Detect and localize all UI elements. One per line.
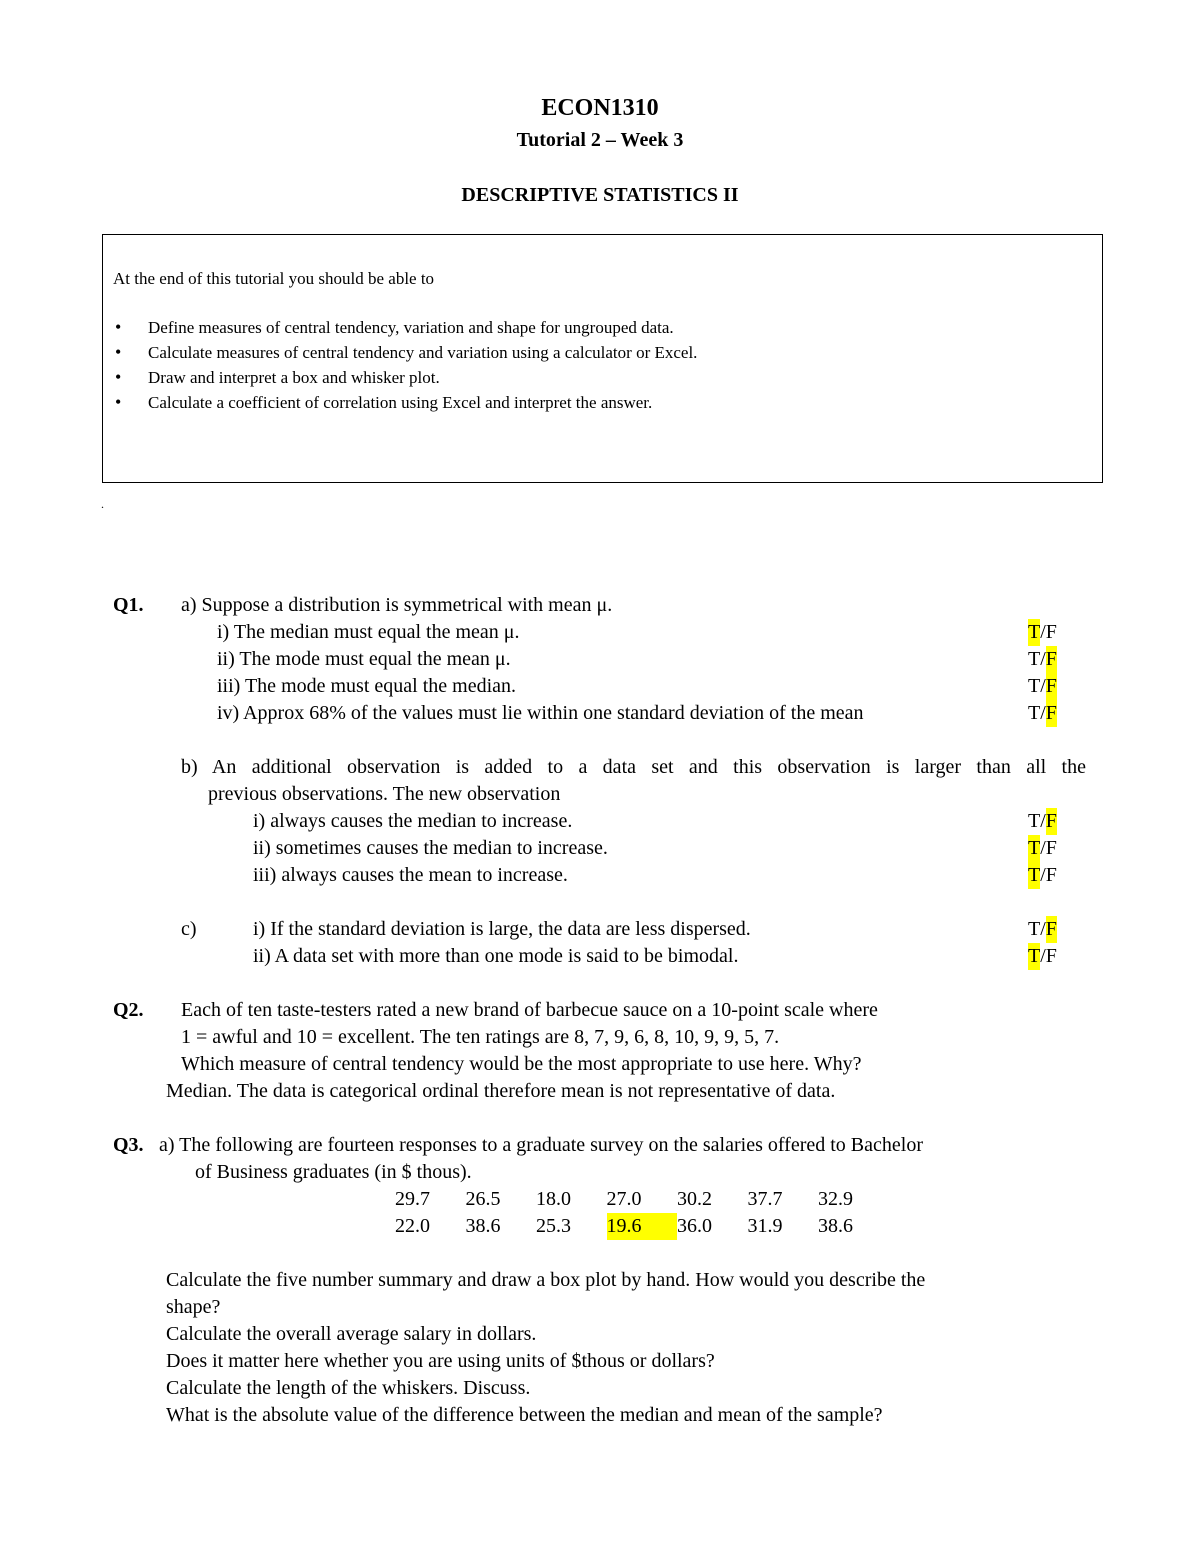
bullet-icon: • [115, 317, 122, 337]
q3-task: Does it matter here whether you are using units of $thous or dollars? [166, 1350, 715, 1372]
tf-answer: T/F [1028, 943, 1057, 970]
objectives-list [113, 315, 697, 415]
salary-value: 22.0 [395, 1215, 430, 1237]
q3-task: What is the absolute value of the difference between the median and mean of the sample? [166, 1404, 883, 1426]
q1b-stem-cont: previous observations. The new observation [208, 783, 561, 805]
q1a-item: i) The median must equal the mean μ. [217, 621, 520, 643]
tf-answer: T/F [1028, 673, 1057, 700]
salary-value: 25.3 [536, 1215, 571, 1237]
salary-value: 38.6 [818, 1215, 853, 1237]
q3-task: Calculate the five number summary and draw a box plot by hand. How would you describe the [166, 1269, 926, 1291]
topic-title: DESCRIPTIVE STATISTICS II [461, 184, 739, 206]
q1a-stem: a) Suppose a distribution is symmetrical with mean μ. [181, 594, 613, 616]
objective-item: • Draw and interpret a box and whisker plot. [113, 365, 697, 390]
salary-value: 36.0 [677, 1215, 712, 1237]
bullet-icon: • [115, 342, 122, 362]
course-code: ECON1310 [541, 95, 659, 121]
q2-label: Q2. [113, 999, 144, 1021]
q3-task: Calculate the overall average salary in dollars. [166, 1323, 537, 1345]
q3-label: Q3. [113, 1134, 144, 1156]
q1c-item: ii) A data set with more than one mode is said to be bimodal. [253, 945, 739, 967]
q1c-label: c) [181, 918, 197, 940]
salary-value: 32.9 [818, 1188, 853, 1210]
q3-task: shape? [166, 1296, 221, 1318]
q1b-item: iii) always causes the mean to increase. [253, 864, 568, 886]
bullet-icon: • [115, 367, 122, 387]
q2-line: Each of ten taste-testers rated a new brand of barbecue sauce on a 10-point scale where [181, 999, 878, 1021]
salary-value: 30.2 [677, 1188, 712, 1210]
salary-value: 37.7 [747, 1188, 783, 1210]
tf-answer: T/F [1028, 862, 1057, 889]
salary-value: 26.5 [465, 1188, 501, 1210]
q2-line: Which measure of central tendency would be the most appropriate to use here. Why? [181, 1053, 862, 1075]
q3-task: Calculate the length of the whiskers. Discuss. [166, 1377, 531, 1399]
objective-item: • Calculate measures of central tendency and variation using a calculator or Excel. [113, 340, 697, 365]
salary-value: 31.9 [747, 1215, 783, 1237]
salary-row [395, 1213, 889, 1240]
tf-answer: T/F [1028, 646, 1057, 673]
tf-answer: T/F [1028, 619, 1057, 646]
objectives-intro: At the end of this tutorial you should be able to [113, 269, 435, 288]
salary-value: 29.7 [395, 1188, 430, 1210]
bullet-icon: • [115, 392, 122, 412]
stray-dot: . [101, 497, 104, 511]
q3-stem: a) The following are fourteen responses to a graduate survey on the salaries offered to Bachelor [159, 1134, 923, 1156]
q1b-item: ii) sometimes causes the median to increase. [253, 837, 608, 859]
objective-item: • Calculate a coefficient of correlation using Excel and interpret the answer. [113, 390, 697, 415]
q1b-item: i) always causes the median to increase. [253, 810, 573, 832]
salary-value: 38.6 [465, 1215, 501, 1237]
tutorial-title: Tutorial 2 – Week 3 [516, 129, 684, 151]
objective-item: • Define measures of central tendency, variation and shape for ungrouped data. [113, 315, 697, 340]
q2-line: 1 = awful and 10 = excellent. The ten ratings are 8, 7, 9, 6, 8, 10, 9, 9, 5, 7. [181, 1026, 780, 1048]
q3-stem-cont: of Business graduates (in $ thous). [195, 1161, 472, 1183]
salary-row [395, 1186, 889, 1213]
q1c-item: i) If the standard deviation is large, the data are less dispersed. [253, 918, 751, 940]
q1a-item: ii) The mode must equal the mean μ. [217, 648, 511, 670]
q1a-item: iv) Approx 68% of the values must lie within one standard deviation of the mean [217, 702, 864, 724]
q1-label: Q1. [113, 594, 144, 616]
tf-answer: T/F [1028, 700, 1057, 727]
q2-answer: Median. The data is categorical ordinal therefore mean is not representative of data. [166, 1080, 836, 1102]
q1a-item: iii) The mode must equal the median. [217, 675, 517, 697]
salary-value-highlighted: 19.6 [607, 1213, 678, 1240]
tf-answer: T/F [1028, 916, 1057, 943]
tf-answer: T/F [1028, 808, 1057, 835]
tf-answer: T/F [1028, 835, 1057, 862]
q1b-stem: b) An additional observation is added to a data set and this observation is larger than all the [181, 756, 1086, 778]
objectives-box [102, 234, 1103, 483]
salary-value: 27.0 [606, 1188, 642, 1210]
salary-value: 18.0 [536, 1188, 571, 1210]
